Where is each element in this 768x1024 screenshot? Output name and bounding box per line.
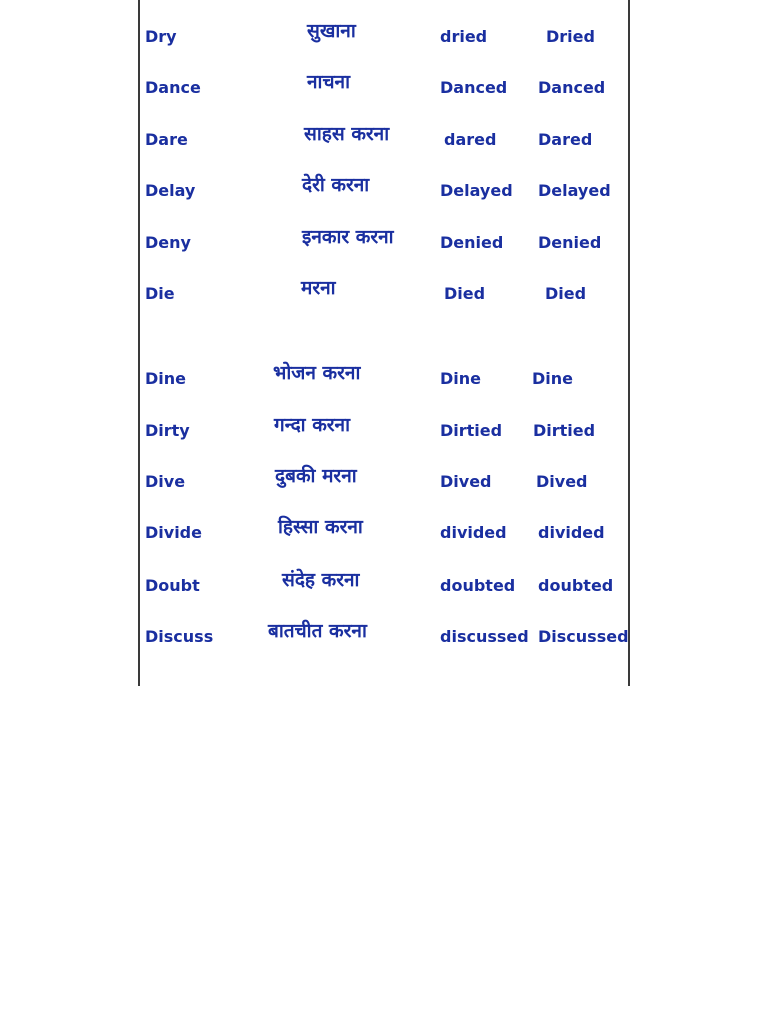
verb-row-dive bbox=[140, 467, 628, 497]
past-form: doubted bbox=[440, 576, 516, 595]
participle-form: Delayed bbox=[538, 181, 611, 200]
past-form: Denied bbox=[440, 233, 504, 252]
past-form: dared bbox=[444, 130, 497, 149]
verb-row-deny bbox=[140, 228, 628, 258]
base-form: Dance bbox=[145, 78, 201, 97]
verb-row-discuss bbox=[140, 622, 628, 652]
base-form: Delay bbox=[145, 181, 196, 200]
hindi-meaning: गन्दा करना bbox=[274, 414, 351, 436]
past-form: Delayed bbox=[440, 181, 513, 200]
participle-form: doubted bbox=[538, 576, 614, 595]
verb-row-delay bbox=[140, 176, 628, 206]
hindi-meaning: भोजन करना bbox=[273, 362, 361, 384]
participle-form: Dine bbox=[532, 369, 574, 388]
past-form: Danced bbox=[440, 78, 508, 97]
base-form: Discuss bbox=[145, 627, 214, 646]
verb-row-divide bbox=[140, 518, 628, 548]
past-form: dried bbox=[440, 27, 488, 46]
past-form: divided bbox=[440, 523, 507, 542]
hindi-meaning: नाचना bbox=[307, 71, 350, 93]
past-form: Dine bbox=[440, 369, 482, 388]
past-form: Dived bbox=[440, 472, 492, 491]
hindi-meaning: संदेह करना bbox=[282, 569, 360, 591]
participle-form: Danced bbox=[538, 78, 606, 97]
verb-row-dry bbox=[140, 22, 628, 52]
hindi-meaning: सुखाना bbox=[307, 20, 356, 42]
base-form: Dare bbox=[145, 130, 188, 149]
participle-form: Discussed bbox=[538, 627, 629, 646]
participle-form: Dared bbox=[538, 130, 593, 149]
hindi-meaning: इनकार करना bbox=[302, 226, 394, 248]
base-form: Dirty bbox=[145, 421, 190, 440]
verb-row-doubt bbox=[140, 571, 628, 601]
hindi-meaning: साहस करना bbox=[304, 123, 390, 145]
verb-row-dine bbox=[140, 364, 628, 394]
past-form: Died bbox=[444, 284, 486, 303]
participle-form: Dirtied bbox=[533, 421, 596, 440]
verb-row-dirty bbox=[140, 416, 628, 446]
verb-row-dance bbox=[140, 73, 628, 103]
hindi-meaning: दुबकी मरना bbox=[275, 465, 357, 487]
hindi-meaning: मरना bbox=[301, 277, 336, 299]
verb-list-page bbox=[138, 0, 630, 686]
base-form: Dine bbox=[145, 369, 187, 388]
base-form: Die bbox=[145, 284, 175, 303]
base-form: Divide bbox=[145, 523, 202, 542]
past-form: Dirtied bbox=[440, 421, 503, 440]
past-form: discussed bbox=[440, 627, 529, 646]
hindi-meaning: हिस्सा करना bbox=[278, 516, 363, 538]
hindi-meaning: बातचीत करना bbox=[268, 620, 367, 642]
verb-row-die bbox=[140, 279, 628, 309]
base-form: Doubt bbox=[145, 576, 200, 595]
participle-form: Died bbox=[545, 284, 587, 303]
verb-row-dare bbox=[140, 125, 628, 155]
base-form: Deny bbox=[145, 233, 191, 252]
participle-form: Denied bbox=[538, 233, 602, 252]
hindi-meaning: देरी करना bbox=[302, 174, 370, 196]
participle-form: Dried bbox=[546, 27, 595, 46]
participle-form: divided bbox=[538, 523, 605, 542]
base-form: Dive bbox=[145, 472, 186, 491]
participle-form: Dived bbox=[536, 472, 588, 491]
base-form: Dry bbox=[145, 27, 177, 46]
